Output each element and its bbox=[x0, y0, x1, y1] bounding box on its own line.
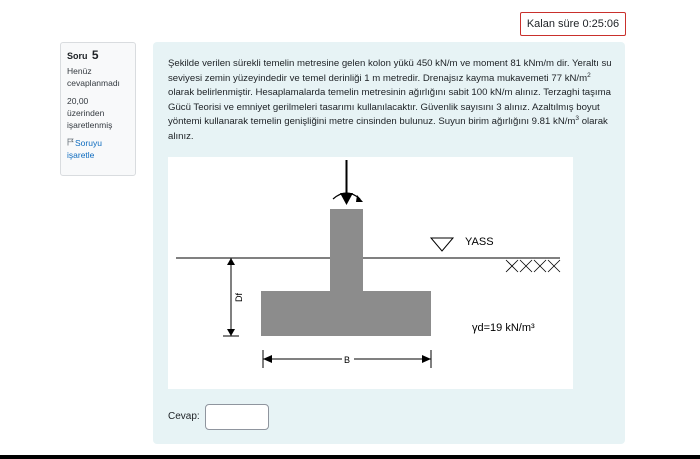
foundation-figure bbox=[168, 157, 573, 389]
question-points bbox=[67, 95, 129, 131]
question-label: Soru bbox=[67, 51, 88, 61]
load-arrow-icon bbox=[340, 160, 353, 205]
status-line-1: Henüz bbox=[67, 66, 92, 76]
question-status bbox=[67, 65, 129, 89]
unit-weight-label: γd=19 kN/m³ bbox=[472, 322, 535, 334]
superscript-3: 3 bbox=[575, 115, 580, 123]
flag-label-1: Soruyu bbox=[75, 138, 102, 148]
footing-base bbox=[261, 291, 431, 336]
question-text bbox=[168, 57, 616, 145]
answer-input[interactable] bbox=[205, 404, 269, 430]
points-line-2: üzerinden bbox=[67, 108, 105, 118]
water-table-icon bbox=[431, 238, 453, 251]
question-text-part-2: olarak belirlenmiştir. Hesaplamalarda temelin metresinin ağırlığını sabit 100 kN/m alınız. Terzaghi taşıma Gücü Teorisi ve emniyet gerilmeleri tasarımı kullanılacaktır. Güvenlik sayısını 3 alınız. Azaltılmış boyut yöntemi kullanarak temelin genişliğini metre cinsinden bulunuz. Suyun birim ağırlığını 9.81 kN/m bbox=[168, 87, 611, 128]
question-number bbox=[67, 49, 129, 62]
soil-hatch bbox=[506, 260, 560, 272]
df-label: Df bbox=[234, 293, 244, 302]
points-line-1: 20,00 bbox=[67, 96, 89, 106]
superscript-2: 2 bbox=[587, 71, 591, 79]
flag-label-2: işaretle bbox=[67, 150, 95, 160]
bottom-border bbox=[0, 455, 700, 459]
flag-icon bbox=[67, 137, 75, 149]
question-number-value: 5 bbox=[91, 48, 99, 62]
footing-column bbox=[330, 209, 363, 291]
question-info-panel bbox=[60, 42, 136, 176]
status-line-2: cevaplanmadı bbox=[67, 78, 120, 88]
yass-label: YASS bbox=[465, 236, 494, 248]
flag-question-link[interactable] bbox=[67, 137, 129, 161]
time-remaining: Kalan süre 0:25:06 bbox=[520, 12, 626, 36]
question-content bbox=[153, 42, 625, 444]
question-text-part-3: olarak alınız. bbox=[168, 116, 608, 142]
answer-label: Cevap: bbox=[168, 411, 200, 422]
points-line-3: işaretlenmiş bbox=[67, 120, 113, 130]
question-text-part-1: Şekilde verilen sürekli temelin metresine gelen kolon yükü 450 kN/m ve moment 81 kNm/m dir. Yeraltı su seviyesi zemin yüzeyindedir ve temel derinliği 1 m metredir. Drenajsız kayma mukavemeti 77 kN/m bbox=[168, 58, 612, 84]
b-label: B bbox=[344, 355, 351, 365]
